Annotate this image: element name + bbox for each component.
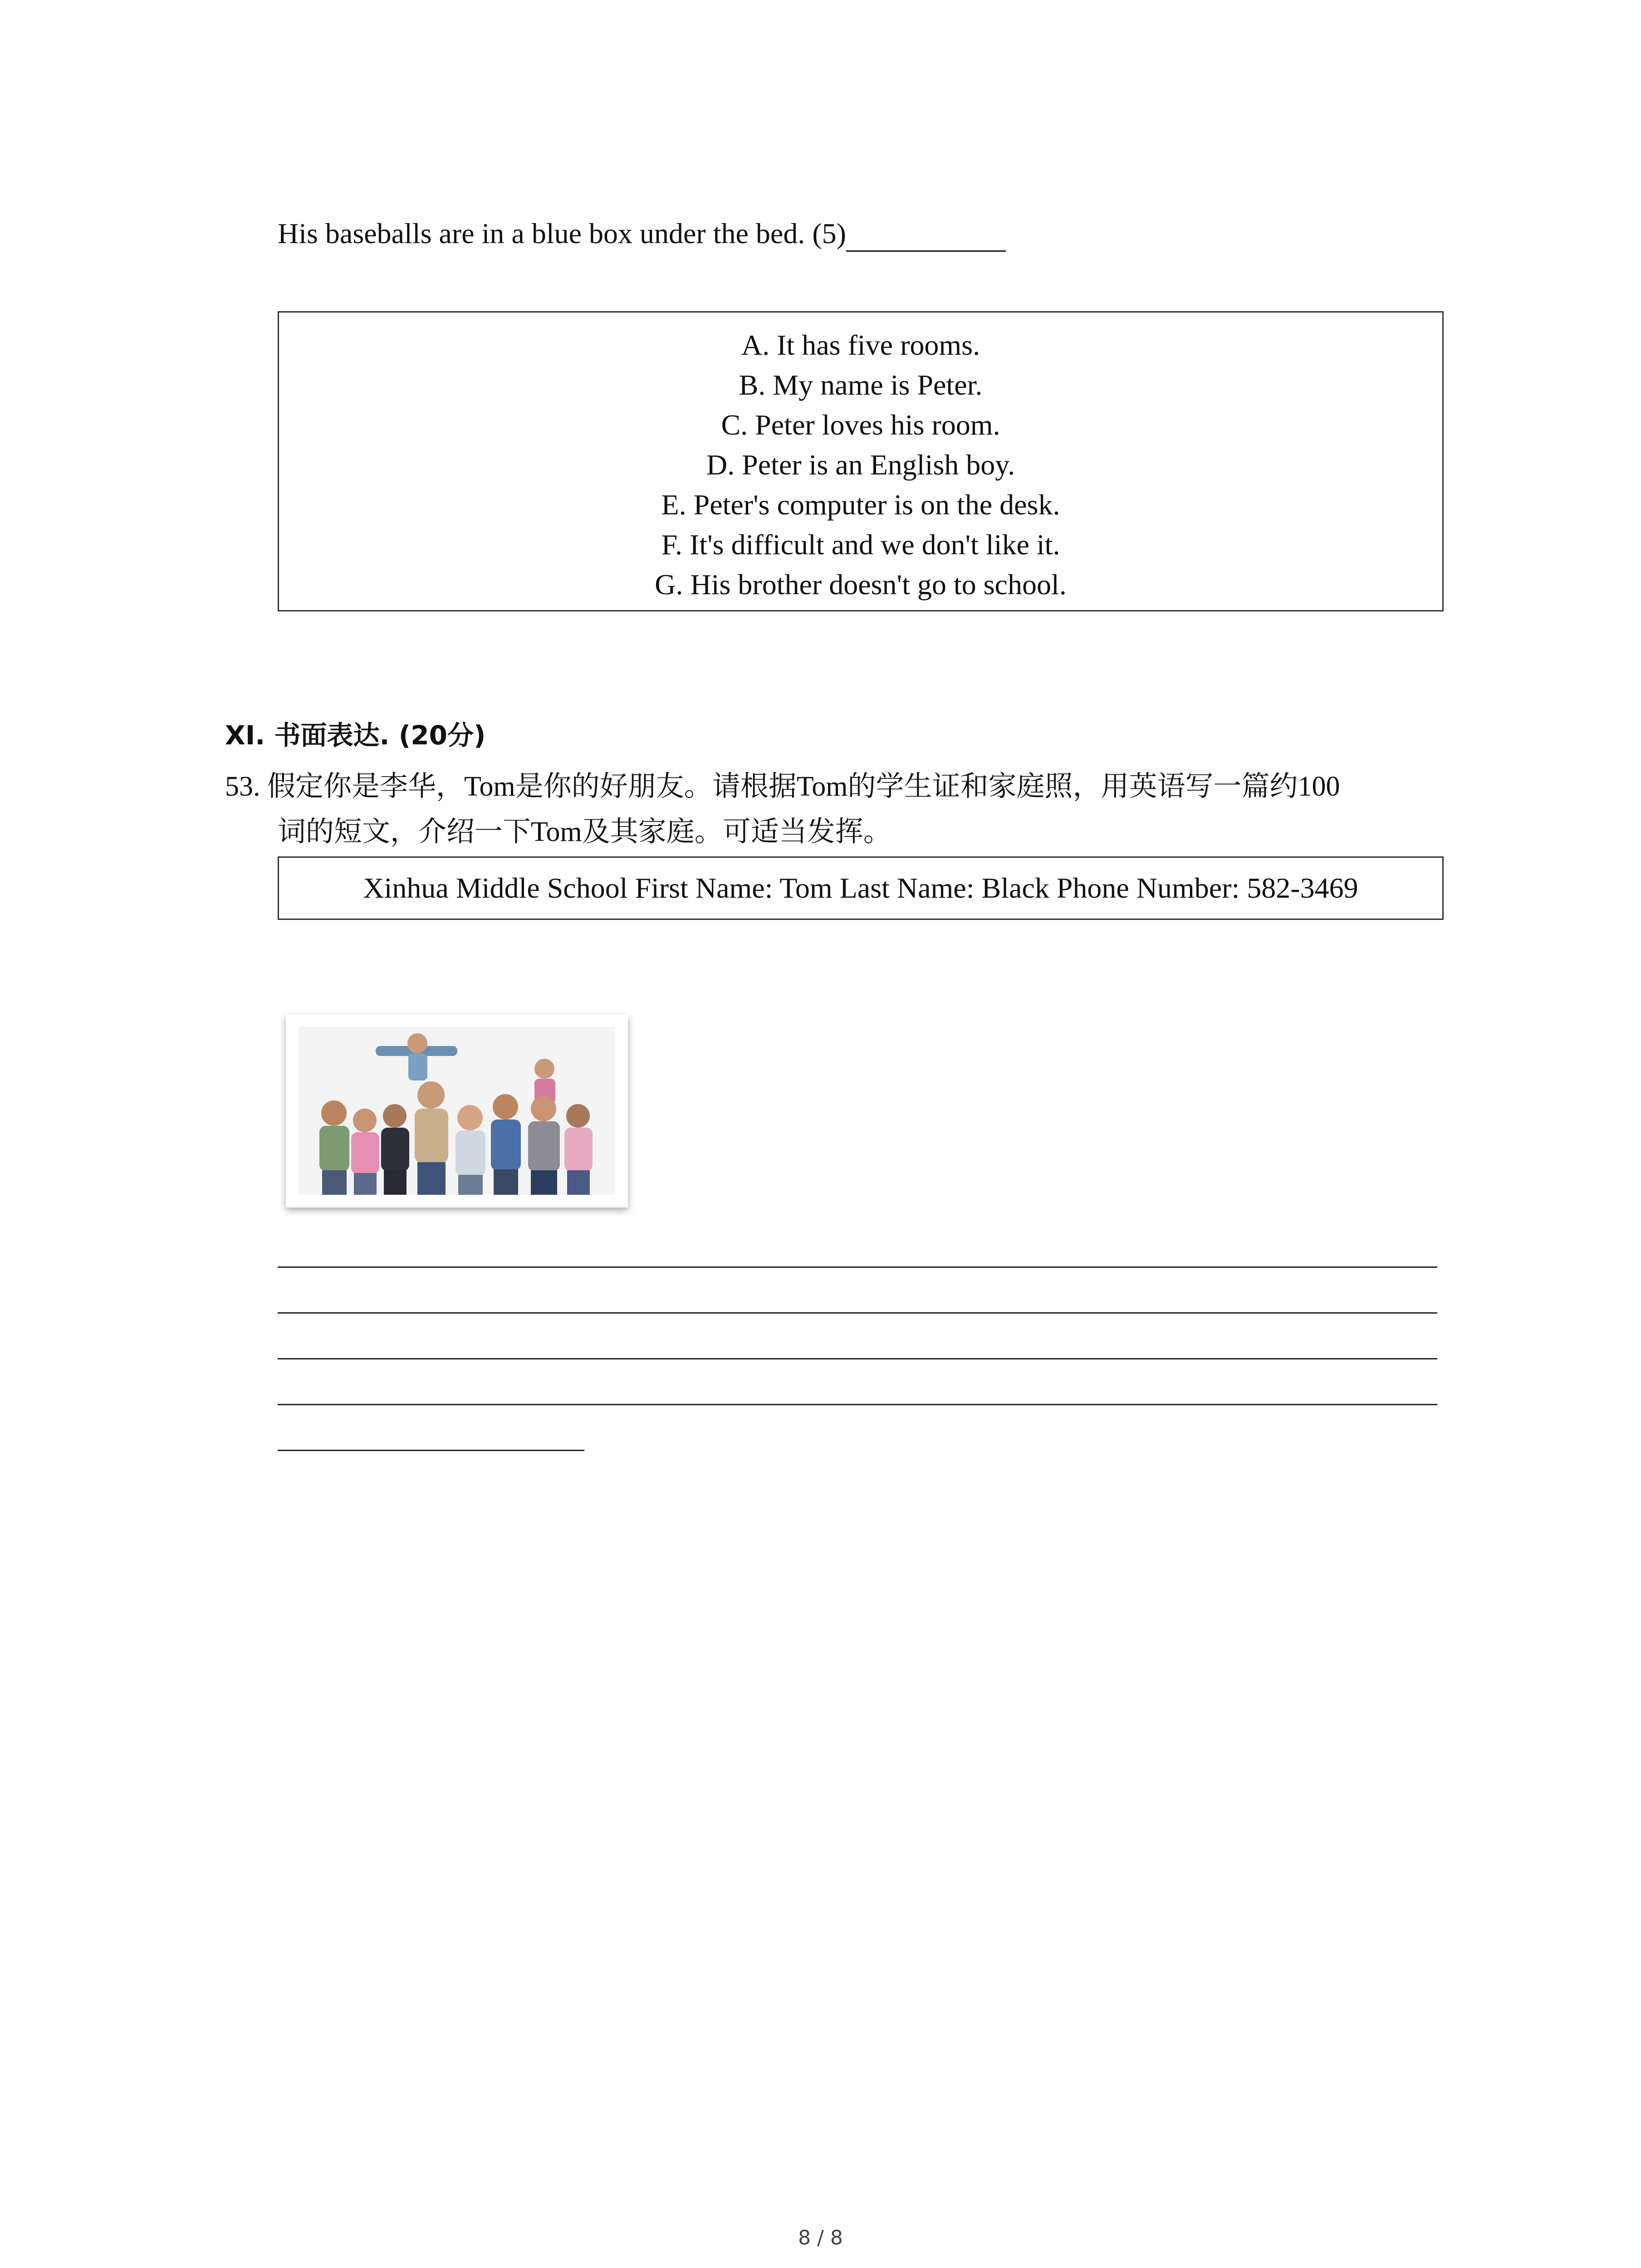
question-text-line1: 假定你是李华，Tom是你的好朋友。请根据Tom的学生证和家庭照，用英语写一篇约100	[267, 771, 1340, 802]
student-card-text: Xinhua Middle School First Name: Tom Last Name: Black Phone Number: 582-3469	[363, 872, 1358, 904]
writing-line-2[interactable]	[278, 1312, 1437, 1314]
option-f: F. It's difficult and we don't like it.	[661, 528, 1060, 561]
sentence-5-text: His baseballs are in a blue box under the bed. (5)	[278, 217, 846, 249]
option-b: B. My name is Peter.	[739, 369, 983, 401]
sentence-5	[278, 217, 1006, 252]
options-box	[278, 311, 1444, 611]
question-53-line1	[225, 764, 1340, 809]
page-number: 8 / 8	[798, 2226, 843, 2249]
section-heading: XI. 书面表达. (20分)	[225, 720, 486, 751]
family-photo-image	[299, 1027, 615, 1195]
family-photo-icon	[299, 1027, 615, 1195]
question-text-line2: 词的短文，介绍一下Tom及其家庭。可适当发挥。	[278, 816, 892, 847]
answer-blank-5[interactable]	[846, 217, 1006, 252]
writing-line-5[interactable]	[278, 1450, 584, 1451]
writing-line-3[interactable]	[278, 1358, 1437, 1359]
option-c: C. Peter loves his room.	[721, 409, 1000, 441]
option-g: G. His brother doesn't go to school.	[655, 568, 1067, 601]
writing-line-1[interactable]	[278, 1266, 1437, 1268]
writing-line-4[interactable]	[278, 1404, 1437, 1405]
family-photo	[286, 1014, 628, 1207]
question-number: 53.	[225, 771, 260, 802]
option-d: D. Peter is an English boy.	[706, 449, 1015, 481]
option-a: A. It has five rooms.	[741, 329, 980, 361]
student-card	[278, 856, 1444, 920]
option-e: E. Peter's computer is on the desk.	[661, 489, 1060, 521]
